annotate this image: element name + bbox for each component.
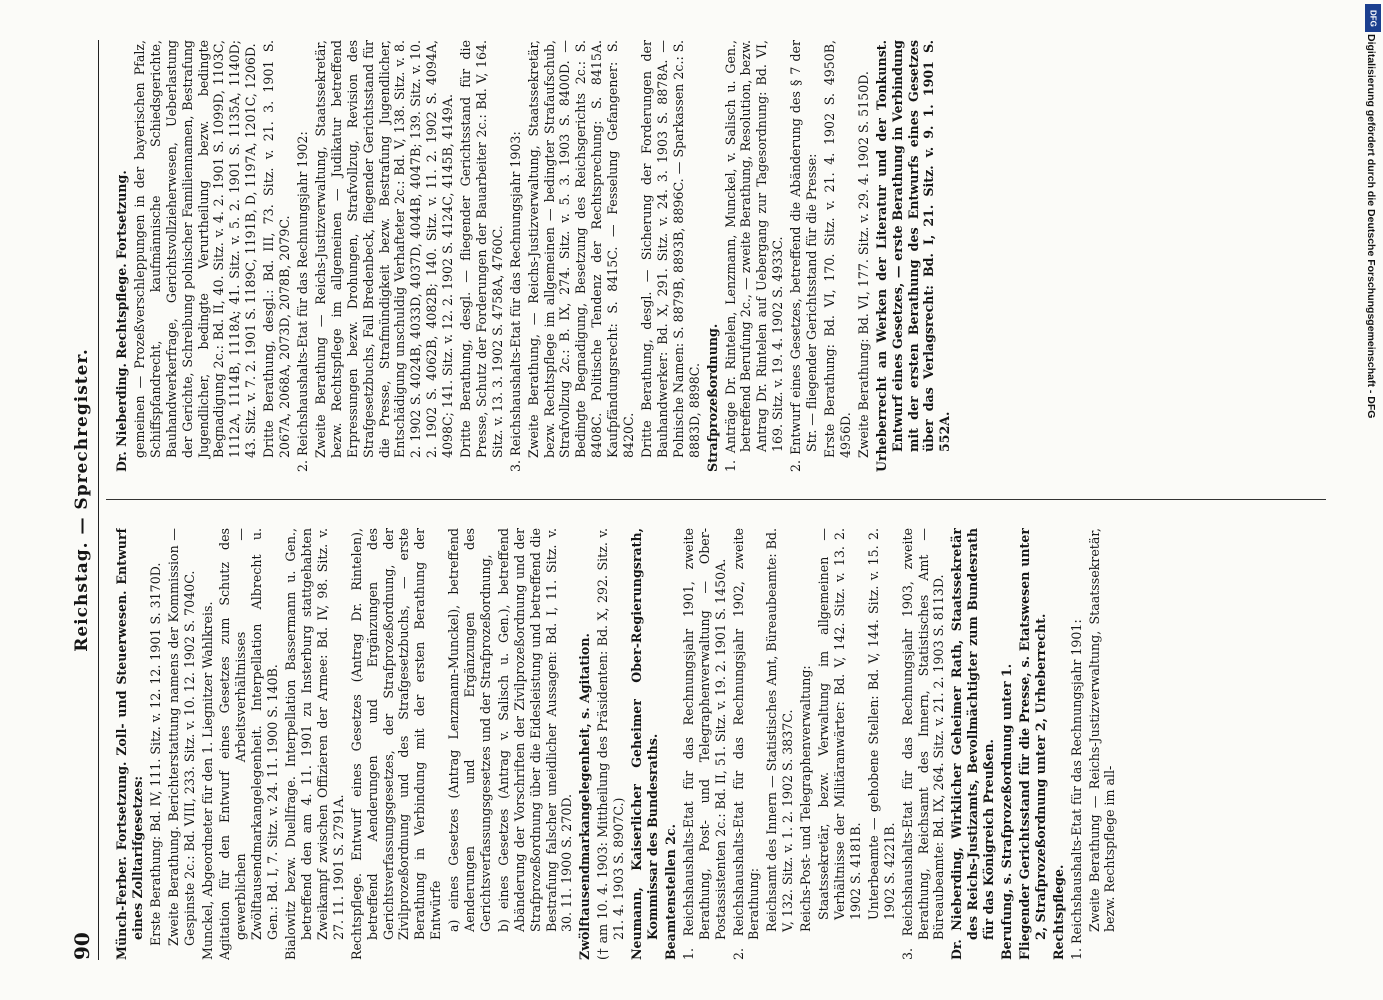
page-header: [22, 40, 94, 960]
running-title: Reichstag. — Sprechregister.: [72, 348, 92, 652]
left-column: [114, 528, 1324, 960]
entry: b) eines Gesetzes (Antrag v. Salisch u. Gen.), betreffend Abänderung der Vorschriften der Zivilprozeßordnung und der Strafprozeßordnung über die Eidesleistung und betreffend die Bestrafung falscher uneidlicher Aussagen: Bd. I, 11. Sitz. v. 30. 11. 1900 S. 270D.: [495, 528, 575, 932]
entry: 2. Reichshaushalts-Etat für das Rechnungsjahr 1902, zweite Berathung:: [730, 528, 762, 960]
entry: 3. Reichshaushalts-Etat für das Rechnungsjahr 1903:: [507, 131, 523, 472]
entry: Zwölftausendmarkangelegenheit, s. Agitation.: [577, 633, 593, 960]
entry: († am 10. 4. 1903: Mittheilung des Präsidenten: Bd. X, 292. Sitz. v. 21. 4. 1903 S. 8907C.): [595, 528, 627, 960]
entry: Fliegender Gerichtsstand für die Presse, s. Etatswesen unter 2, Strafprozeßordnung unter 2, Urheberrecht.: [1016, 528, 1048, 960]
entry: Rechtspflege. Entwurf eines Gesetzes (Antrag Dr. Rintelen), betreffend Aenderungen und Ergänzungen des Gerichtsverfassungsgesetzes, der Strafprozeßordnung, der Zivilprozeßordnung und des Strafgesetzbuchs, — erste Berathung in Verbindung mit der ersten Berathung der Entwürfe: [348, 528, 444, 960]
entry: Urheberrecht an Werken der Literatur und der Tonkunst. Entwurf eines Gesetzes, — erste Berathung in Verbindung mit der ersten Berathung des Entwurfs eines Gesetzes über das Verlagsrecht: Bd. I, 21. Sitz. v. 9. 1. 1901 S. 552A.: [873, 40, 953, 472]
entry: Reichs-Post- und Telegraphenverwaltung:: [798, 665, 814, 932]
entry: Unterbeamte — gehobene Stellen: Bd. V, 144. Sitz. v. 15. 2. 1902 S. 4221B.: [865, 528, 897, 920]
entry: 1. Reichshaushalts-Etat für das Rechnungsjahr 1901, zweite Berathung, Post- und Telegraphenverwaltung — Ober-Postassistenten 2c.: Bd. II, 51. Sitz. v. 19. 2. 1901 S. 1450A.: [680, 528, 728, 960]
column-divider: [106, 499, 1326, 500]
entry: 2. Reichshaushalts-Etat für das Rechnungsjahr 1902:: [294, 131, 310, 472]
entry: Rechtspflege.: [1050, 864, 1066, 960]
entry: Strafprozeßordnung.: [704, 323, 720, 472]
funding-credit: [1362, 4, 1380, 996]
entry: Munckel, Abgeordneter für den 1. Liegnitzer Wahlkreis.: [199, 601, 215, 960]
entry: Zweite Berathung. Berichterstattung namens der Kommission — Gespinste 2c.: Bd. VIII, 233. Sitz. v. 10. 12. 1902 S. 7040C.: [165, 528, 197, 946]
entry: 1. Anträge Dr. Rintelen, Lenzmann, Munckel, v. Salisch u. Gen., betreffend Berufung 2c., — zweite Berathung, Resolution, bezw. Antrag Dr. Rintelen auf Uebergang zur Tagesordnung: Bd. VI, 169. Sitz. v. 19. 4. 1902 S. 4933C.: [722, 40, 786, 472]
entry: Beamtenstellen 2c.: [662, 824, 678, 960]
credit-text: Digitalisierung gefördert durch die Deutsche Forschungsgemeinschaft - DFG: [1365, 34, 1377, 419]
entry: 2. Entwurf eines Gesetzes, betreffend die Abänderung des § 7 der Str. — fliegender Gerichtsstand für die Presse:: [788, 40, 820, 472]
entry: Bialowitz bezw. Duellfrage. Interpellation Bassermann u. Gen., betreffend den am 4. 11. 1901 zu Insterburg stattgehabten Zweikampf zwischen Offizieren der Armee: Bd. IV, 98. Sitz. v. 27. 11. 1901 S. 2791A.: [283, 528, 346, 960]
entry: Dritte Berathung, desgl. — Sicherung der Forderungen der Bauhandwerker: Bd. X, 291. Sitz. v. 24. 3. 1903 S. 8878A. — Polnische Namen: S. 8879B, 8893B, 8896C. — Sparkassen 2c.: S. 8883D, 8898C.: [639, 40, 702, 458]
entry: Dr. Nieberding, Wirklicher Geheimer Rath, Staatssekretär des Reichs-Justizamts, Bevollmächtigter zum Bundesrath für das Königreich Preußen.: [949, 528, 997, 960]
entry: Zweite Berathung, — Reichs-Justizverwaltung, Staatssekretär, bezw. Rechtspflege im allgemeinen — bedingter Strafaufschub, Strafvollzug 2c.: B. IX, 274. Sitz. v. 5. 3. 1903 S. 8400D. — Bedingte Begnadigung, Besetzung des Reichsgerichts 2c.: S. 8408C. Politische Tendenz der Rechtsprechung: S. 8415A. Kaufpfändungsrecht: S. 8415C. — Fesselung Gefangener: S. 8420C.: [525, 40, 637, 458]
entry: gemeinen — Prozeßverschleppungen in der bayerischen Pfalz, Schiffspfandrecht, kaufmännische Schiedsgerichte, Bauhandwerkerfrage, Gerichtsvollzieherwesen, Ueberlastung der Gerichte, Schreibung polnischer Familiennamen, Bestrafung Jugendlicher, bedingte Verurtheilung bezw. bedingte Begnadigung 2c.: Bd. II, 40. Sitz. v. 4. 2. 1901 S. 1099D, 1103C, 1112A, 1114B, 1118A; 41. Sitz. v. 5. 2. 1901 S. 1135A, 1140D; 43. Sitz. v. 7. 2. 1901 S. 1189C, 1191B, D, 1197A, 1201C, 1206D.: [131, 40, 259, 458]
entry: Neumann, Kaiserlicher Geheimer Ober-Regierungsrath, Kommissar des Bundesraths.: [629, 528, 660, 960]
entry: Reichsamt des Innern — Statistisches Amt, Büreaubeamte: Bd. V, 132. Sitz. v. 1. 2. 1902 S. 3837C.: [764, 528, 796, 932]
entry: Erste Berathung: Bd. IV, 111. Sitz. v. 12. 12. 1901 S. 3170D.: [147, 562, 163, 946]
right-column: [114, 40, 1324, 472]
entry: Agitation für den Entwurf eines Gesetzes zum Schutz des gewerblichen Arbeitsverhältnisses — Zwölftausendmarkangelegenheit. Interpellation Albrecht u. Gen.: Bd. I, 7. Sitz. v. 24. 11. 1900 S. 140B.: [217, 528, 281, 960]
page-number: 90: [70, 932, 94, 960]
entry: Staatssekretär, bezw. Verwaltung im allgemeinen — Verhältnisse der Militäranwärter: Bd. V, 142. Sitz. v. 13. 2. 1902 S. 4181B.: [816, 528, 863, 920]
entry: Dritte Berathung, desgl.: Bd. III, 73. Sitz. v. 21. 3. 1901 S. 2067A, 2068A, 2073D, 2078B, 2079C.: [261, 40, 293, 458]
entry: 1. Reichshaushalts-Etat für das Rechnungsjahr 1901:: [1068, 619, 1084, 960]
entry: Dritte Berathung, desgl. — fliegender Gerichtsstand für die Presse, Schutz der Forderungen der Bauarbeiter 2c.: Bd. V, 164. Sitz. v. 13. 3. 1902 S. 4758A, 4760C.: [458, 40, 505, 458]
entry: 3. Reichshaushalts-Etat für das Rechnungsjahr 1903, zweite Berathung, Reichsamt des Innern, Statistisches Amt — Büreaubeamte: Bd. IX, 264. Sitz. v. 21. 2. 1903 S. 8113D.: [899, 528, 947, 960]
entry: a) eines Gesetzes (Antrag Lenzmann-Munckel), betreffend Aenderungen und Ergänzungen des Gerichtsverfassungsgesetzes und der Strafprozeßordnung,: [446, 528, 493, 932]
entry: Erste Berathung: Bd. VI, 170. Sitz. v. 21. 4. 1902 S. 4950B, 4956D.: [821, 40, 853, 458]
rotated-document-page: [22, 0, 1342, 960]
header-rule: [98, 40, 99, 960]
entry: Zweite Berathung — Reichs-Justizverwaltung, Staatssekretär, bezw. Rechtspflege im allgemeinen — Judikatur betreffend Erpressungen bezw. Drohungen, Strafvollzug, Revision des Strafgesetzbuchs, Fall Bredenbeck, fliegender Gerichtsstand für die Presse, Strafmündigkeit bezw. Bestrafung Jugendlicher, Entschädigung unschuldig Verhafteter 2c.: Bd. V, 138. Sitz. v. 8. 2. 1902 S. 4024B, 4033D, 4037D, 4044B, 4047B; 139. Sitz. v. 10. 2. 1902 S. 4062B, 4082B; 140. Sitz. v. 11. 2. 1902 S. 4094A, 4098C; 141. Sitz. v. 12. 2. 1902 S. 4124C, 4145B, 4149A.: [312, 40, 456, 458]
entry: Dr. Nieberding. Rechtspflege. Fortsetzung.: [114, 170, 129, 472]
entry: Münch-Ferber. Fortsetzung. Zoll- und Steuerwesen. Entwurf eines Zolltarifgesetzes:: [114, 528, 145, 960]
entry: Berufung, s. Strafprozeßordnung unter 1.: [999, 663, 1015, 960]
entry: Zweite Berathung — Reichs-Justizverwaltung, Staatssekretär, bezw. Rechtspflege im all-: [1086, 528, 1118, 932]
entry: Zweite Berathung: Bd. VI, 177. Sitz. v. 29. 4. 1902 S. 5150D.: [855, 71, 871, 458]
dfg-logo: DFG: [1365, 4, 1381, 32]
